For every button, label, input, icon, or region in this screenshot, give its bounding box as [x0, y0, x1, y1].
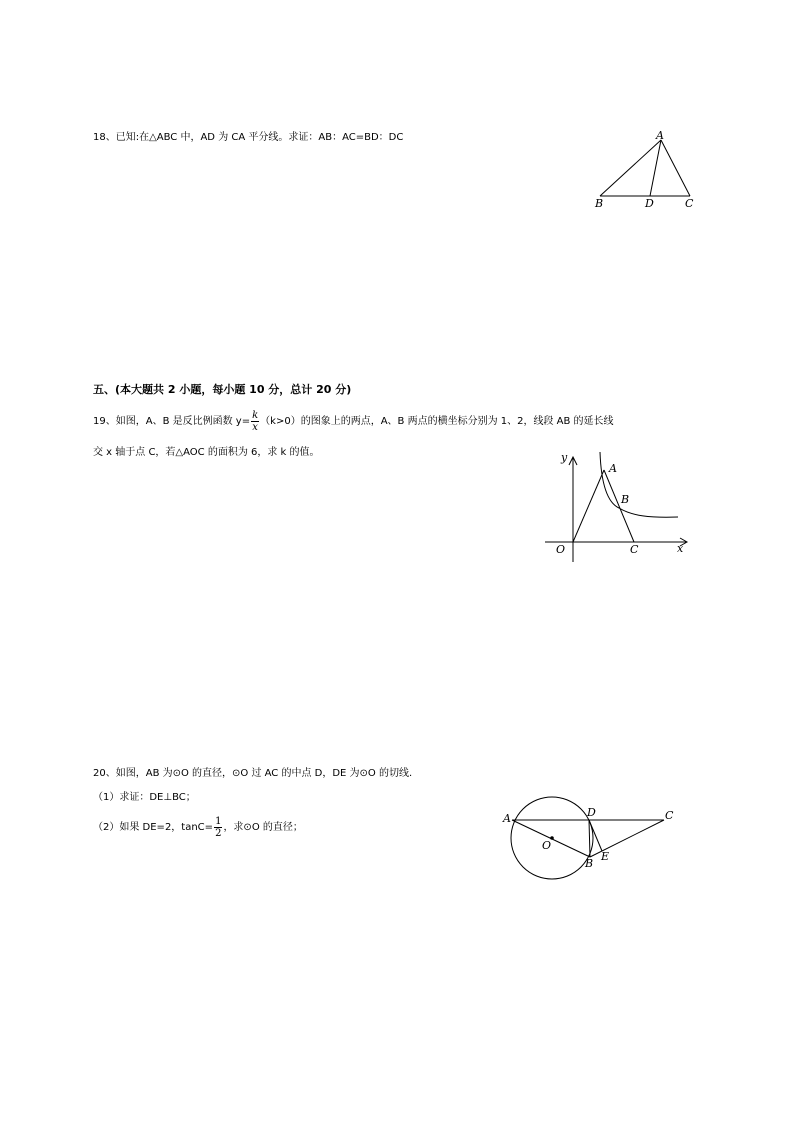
- q18-side-ac: [661, 140, 690, 196]
- q19-label-b: B: [621, 493, 630, 506]
- q19-segment-ac: [604, 470, 634, 542]
- q19-label-o: O: [556, 543, 566, 556]
- q19-frac-den: x: [252, 421, 258, 433]
- q20-label-e: E: [601, 850, 610, 863]
- q19-segment-oa: [573, 470, 604, 542]
- q20-label-o: O: [542, 839, 552, 852]
- q19-label-x: x: [677, 542, 684, 555]
- q18-text: 18、已知:在△ABC 中，AD 为 CA 平分线。求证：AB：AC=BD：DC: [93, 132, 404, 143]
- q19-label-c: C: [630, 543, 639, 556]
- q19-frac-num: k: [252, 409, 259, 421]
- q20-label-c: C: [665, 809, 674, 822]
- q20-frac-den: 2: [215, 827, 222, 839]
- q18-label-b: B: [595, 197, 604, 210]
- q19-line2: 交 x 轴于点 C，若△AOC 的面积为 6，求 k 的值。: [93, 447, 320, 458]
- q20-tangent-de: [589, 820, 602, 851]
- q20-label-d: D: [587, 806, 596, 819]
- q18-label-a: A: [656, 129, 664, 142]
- q19-label-a: A: [609, 462, 617, 475]
- q19-label-y: y: [561, 451, 568, 464]
- q18-label-d: D: [645, 197, 654, 210]
- q18-figure: [600, 140, 690, 196]
- q18-label-c: C: [685, 197, 694, 210]
- q20-frac-num: 1: [215, 815, 222, 827]
- q20-line1: 20、如图，AB 为⊙O 的直径，⊙O 过 AC 的中点 D，DE 为⊙O 的切线.: [93, 768, 413, 779]
- q19-line1-post: （k>0）的图象上的两点，A、B 两点的横坐标分别为 1、2，线段 AB 的延长线: [260, 416, 614, 427]
- q19-line1-pre: 19、如图，A、B 是反比例函数 y=: [93, 416, 251, 427]
- q20-part1: （1）求证：DE⊥BC；: [93, 792, 196, 803]
- q20-label-b: B: [585, 857, 594, 870]
- q20-label-a: A: [503, 812, 511, 825]
- q20-segment-db: [589, 820, 590, 857]
- section-heading: 五、(本大题共 2 小题，每小题 10 分，总计 20 分): [93, 383, 352, 396]
- q20-part2-post: ，求⊙O 的直径；: [223, 822, 303, 833]
- q20-part2-pre: （2）如果 DE=2，tanC=: [93, 822, 214, 833]
